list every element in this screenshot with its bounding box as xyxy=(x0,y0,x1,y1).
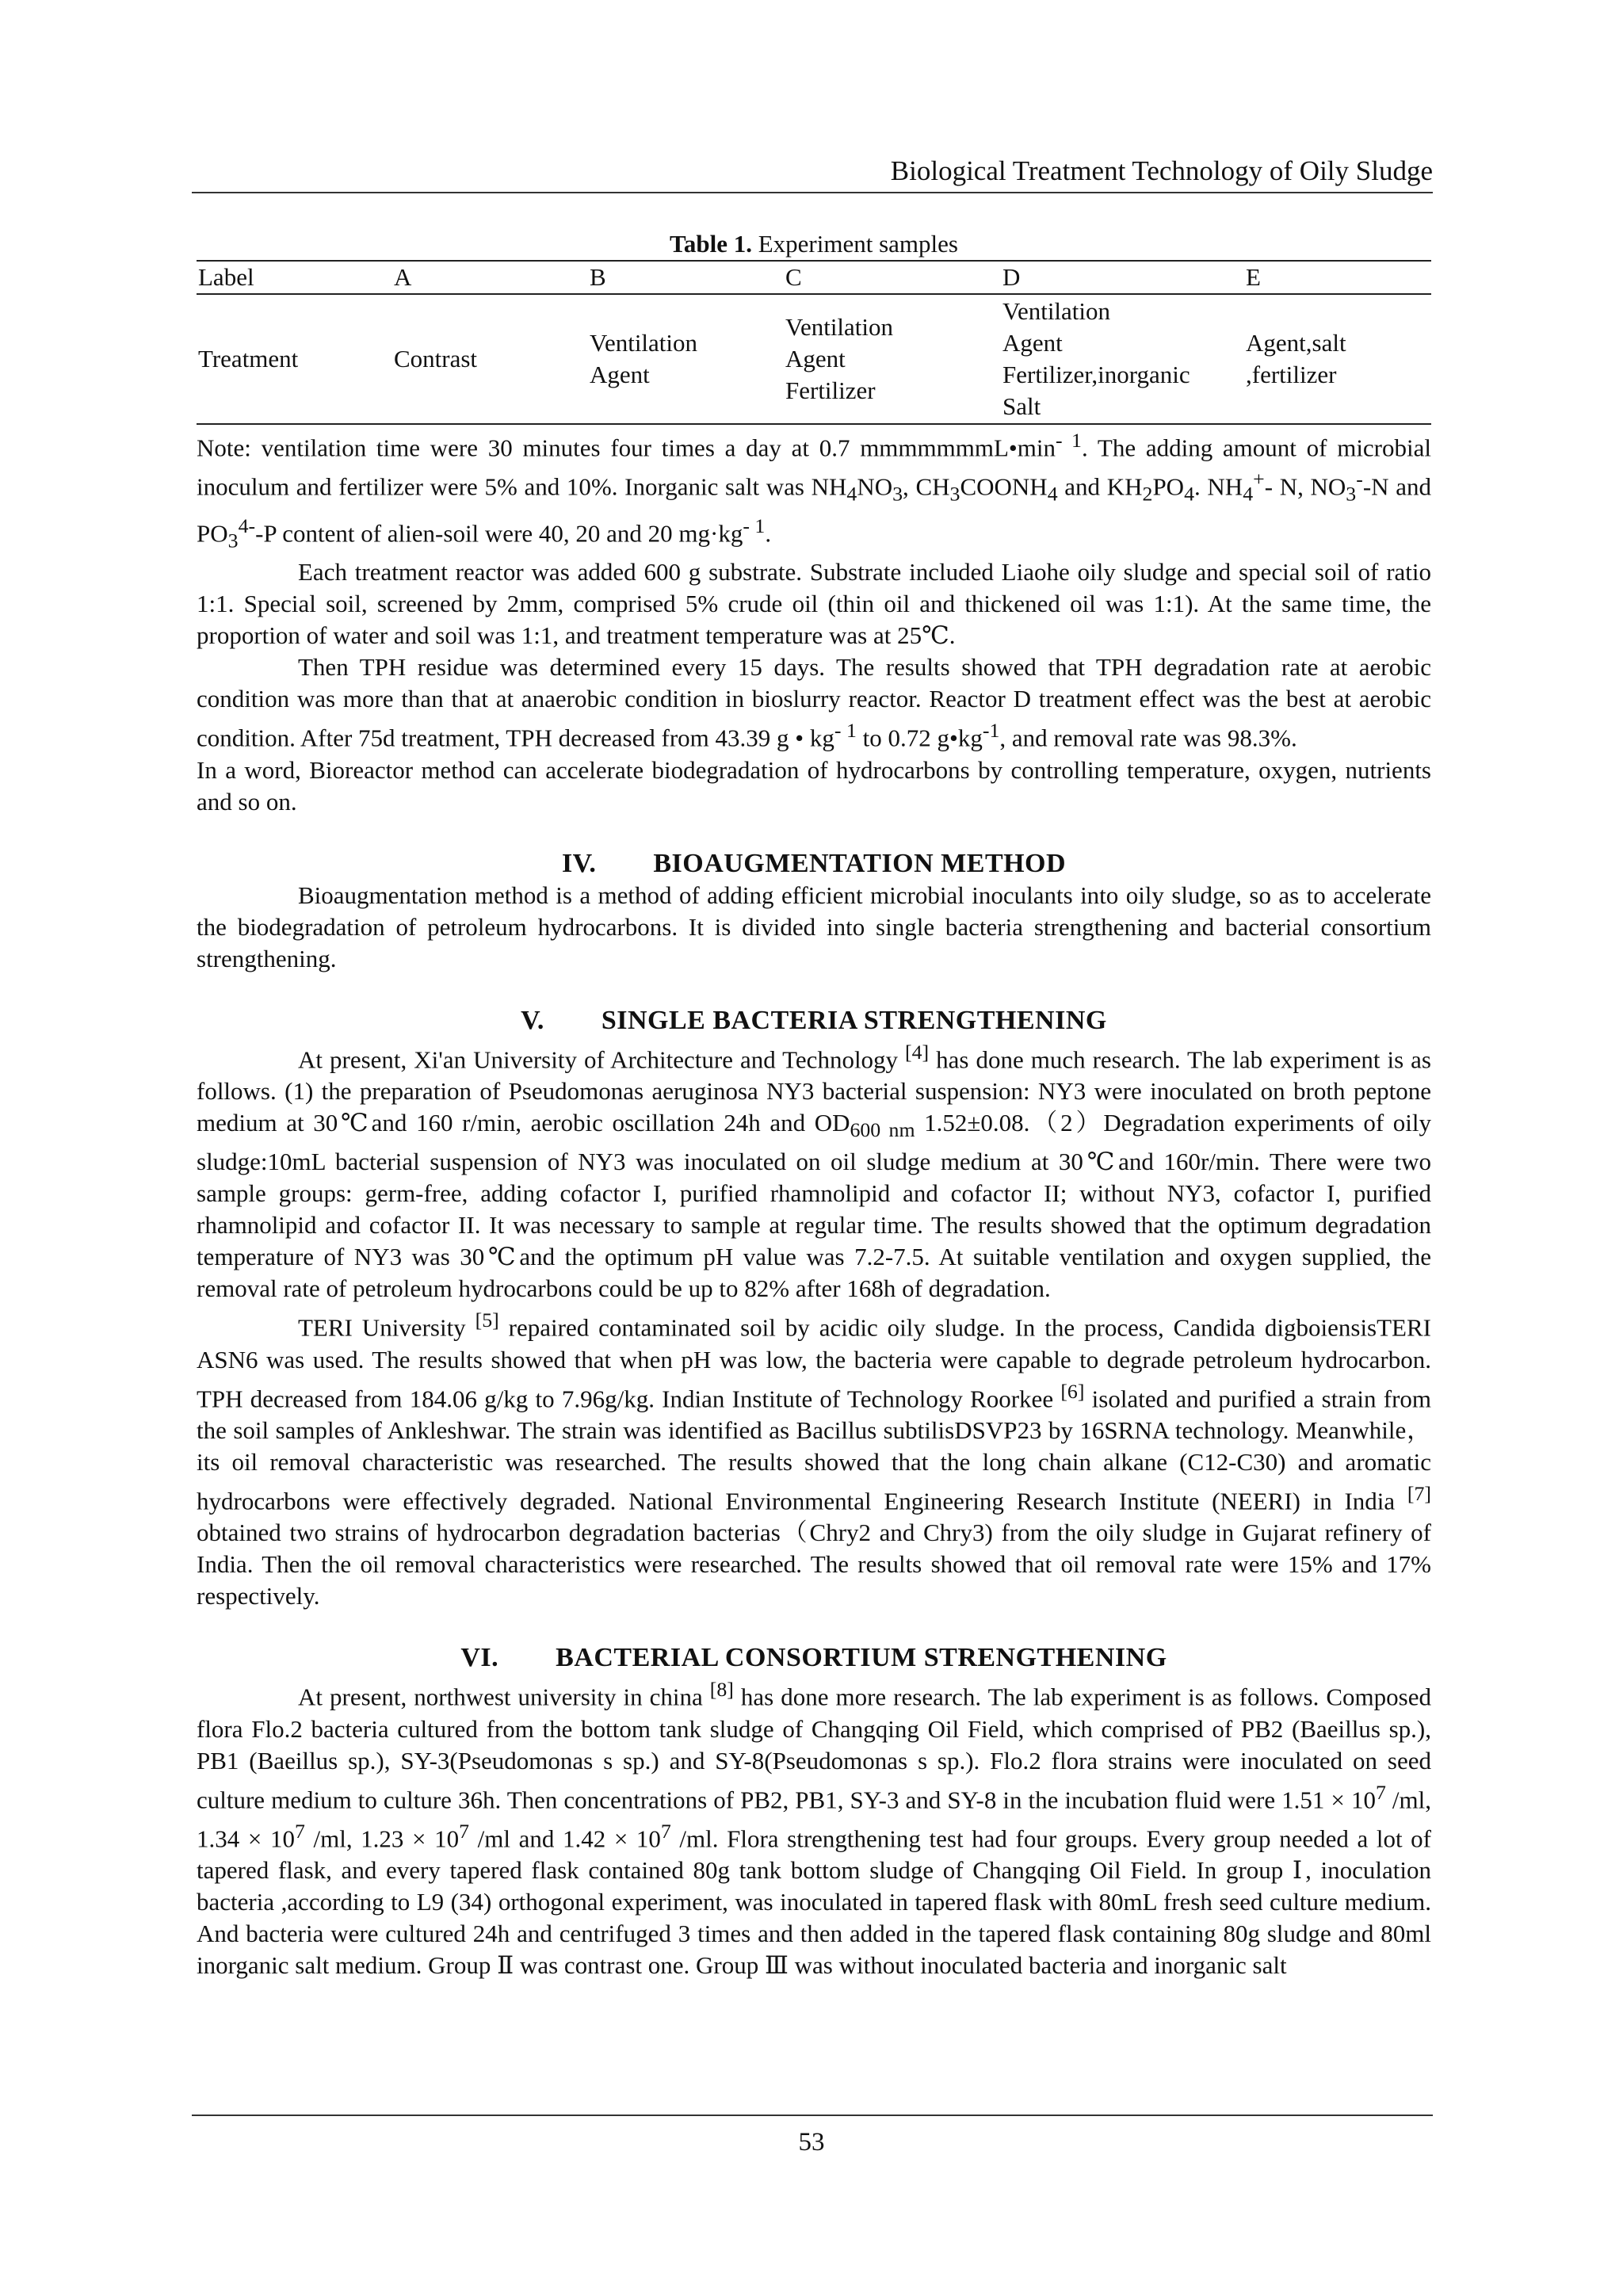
table-caption-label: Table 1. xyxy=(670,230,752,258)
paragraph-tph-results: Then TPH residue was determined every 15 days. The results showed that TPH degradation rate at aerobic condition was more than that at anaerobic condition in bioslurry reactor. Reactor D treatment effect was the best at aerobic condition. After 75d treatment, TPH decreased from 43.39 g • $kg^{- 1}$ to 0.72 $g•kg^{-1}$, and removal rate was 98.3%. xyxy=(197,653,1431,752)
table-cell-a: Contrast xyxy=(392,294,588,424)
table-header-cell: C xyxy=(784,261,1001,294)
paragraph-conclusion: In a word, Bioreactor method can accelerate biodegradation of hydrocarbons by controlling temperature, oxygen, nutrients and so on. xyxy=(197,755,1431,816)
table-cell-treatment: Treatment xyxy=(197,294,392,424)
table-cell-e: Agent,salt ,fertilizer xyxy=(1244,294,1431,424)
table-cell-c xyxy=(784,294,1001,424)
table-cell-d-line: Ventilation xyxy=(1002,297,1111,325)
table-row-treatment xyxy=(197,294,1431,424)
section-heading-iv: IV. BIOAUGMENTATION METHOD xyxy=(561,848,1067,878)
paragraph-northwest-university: At present, northwest university in china [8] has done more research. The lab experiment is as follows. Composed flora Flo.2 bacteria cultured from the bottom tank sludge of Changqing Oil Field, which comprised of PB2 (Baeillus sp.), PB1 (Baeillus sp.), SY-3(Pseudomonas s sp.) and SY-8(Pseudomonas s sp.). Flo.2 flora strains were inoculated on seed culture medium to culture 36h. Then concentrations of PB2, PB1, SY-3 and SY-8 in the incubation fluid were $1.51 \times 10^7$ /ml, $1.34 \times 10^7$ /ml, $1.23 \times 10^7$ /ml and $1.42 \times 10^7$ /ml. Flora strengthening test had four groups. Every group needed a lot of tapered flask, and every tapered flask contained 80g tank bottom sludge of Changqing Oil Field. In group Ⅰ, inoculation bacteria ,according to L9 (34) orthogonal experiment, was inoculated in tapered flask with 80mL fresh seed culture medium. And bacteria were cultured 24h and centrifuged 3 times and then added in the tapered flask containing 80g sludge and 80ml inorganic salt medium. Group Ⅱ was contrast one. Group Ⅲ was without inoculated bacteria and inorganic salt xyxy=(197,1678,1431,1980)
table-header-cell: D xyxy=(1001,261,1244,294)
table-cell-c-line: Fertilizer xyxy=(785,376,876,404)
table-header-cell: Label xyxy=(197,261,392,294)
page-content xyxy=(197,228,1431,1981)
table-cell-d xyxy=(1001,294,1244,424)
table-cell-b-line: Ventilation xyxy=(590,329,698,357)
running-header-title: Biological Treatment Technology of Oily Sludge xyxy=(890,155,1433,186)
citation: [5] xyxy=(475,1308,499,1332)
table-cell-c-line: Ventilation xyxy=(785,313,894,341)
paragraph-xian-university: At present, Xi'an University of Architecture and Technology [4] has done much research. The lab experiment is as follows. (1) the preparation of Pseudomonas aeruginosa NY3 bacterial suspension: NY3 were inoculated on broth peptone medium at 30℃and 160 r/min, aerobic oscillation 24h and $OD_{600 nm}$ 1.52±0.08.（2）Degradation experiments of oily sludge:10mL bacterial suspension of NY3 was inoculated on oil sludge medium at 30℃and 160r/min. There were two sample groups: germ-free, adding cofactor I, purified rhamnolipid and cofactor II; without NY3, cofactor I, purified rhamnolipid and cofactor II. It was necessary to sample at regular time. The results showed that the optimum degradation temperature of NY3 was 30℃and the optimum pH value was 7.2-7.5. At suitable ventilation and oxygen supplied, the removal rate of petroleum hydrocarbons could be up to 82% after 168h of degradation. xyxy=(197,1040,1431,1303)
table-header-cell: A xyxy=(392,261,588,294)
paragraph-bioaugmentation: Bioaugmentation method is a method of adding efficient microbial inoculants into oily sludge, so as to accelerate the biodegradation of petroleum hydrocarbons. It is divided into single bacteria strengthening and bacterial consortium strengthening. xyxy=(197,881,1431,972)
page-number: 53 xyxy=(798,2128,825,2157)
table-cell-b-line: Agent xyxy=(590,361,650,388)
paragraph-substrate: Each treatment reactor was added 600 g substrate. Substrate included Liaohe oily sludge and special soil of ratio 1:1. Special soil, screened by 2mm, comprised 5% crude oil (thin oil and thickened oil was 1:1). At the same time, the proportion of water and soil was 1:1, and treatment temperature was at 25℃. xyxy=(197,558,1431,650)
header-rule xyxy=(192,192,1433,193)
table-note: Note: ventilation time were 30 minutes four times a day at 0.7 $mmmmmmmL•\min^{- 1}$. The adding amount of microbial inoculum and fertilizer were 5% and 10%. Inorganic salt was $NH_4NO_3$, $CH_3COONH_4$ and $KH_2PO_4$. $NH_4^+-$ N, $NO_3^--N$ and $PO_3^{4-}-P$ content of alien-soil were 40, 20 and 20 $mg\cdot kg^{- 1}$. xyxy=(197,429,1431,552)
table-cell-c-line: Agent xyxy=(785,345,846,372)
table-header-cell: E xyxy=(1244,261,1431,294)
table-header-cell: B xyxy=(588,261,784,294)
citation: [4] xyxy=(905,1040,930,1064)
citation: [7] xyxy=(1407,1481,1431,1505)
table-header-row xyxy=(197,261,1431,294)
table-cell-b xyxy=(588,294,784,424)
section-heading-v: V. SINGLE BACTERIA STRENGTHENING xyxy=(521,1005,1107,1035)
table-cell-d-line: Fertilizer,inorganic xyxy=(1002,361,1190,388)
experiment-samples-table xyxy=(197,260,1431,425)
citation: [8] xyxy=(709,1678,734,1702)
paragraph-teri-university: TERI University [5] repaired contaminated soil by acidic oily sludge. In the process, Candida digboiensisTERI ASN6 was used. The results showed that when pH was low, the bacteria were capable to degrade petroleum hydrocarbon. TPH decreased from 184.06 g/kg to 7.96g/kg. Indian Institute of Technology Roorkee [6] isolated and purified a strain from the soil samples of Ankleshwar. The strain was identified as Bacillus subtilisDSVP23 by 16SRNA technology. Meanwhile，its oil removal characteristic was researched. The results showed that the long chain alkane (C12-C30) and aromatic hydrocarbons were effectively degraded. National Environmental Engineering Research Institute (NEERI) in India [7] obtained two strains of hydrocarbon degradation bacterias（Chry2 and Chry3) from the oily sludge in Gujarat refinery of India. Then the oil removal characteristics were researched. The results showed that oil removal rate were 15% and 17% respectively. xyxy=(197,1308,1432,1610)
table-caption-text: Experiment samples xyxy=(751,230,958,258)
section-heading-vi: VI. BACTERIAL CONSORTIUM STRENGTHENING xyxy=(460,1643,1167,1673)
footer-rule xyxy=(192,2115,1433,2116)
citation: [6] xyxy=(1060,1379,1085,1403)
table-cell-d-line: Salt xyxy=(1002,392,1041,420)
table-caption xyxy=(197,228,1431,260)
table-cell-d-line: Agent xyxy=(1002,329,1063,357)
